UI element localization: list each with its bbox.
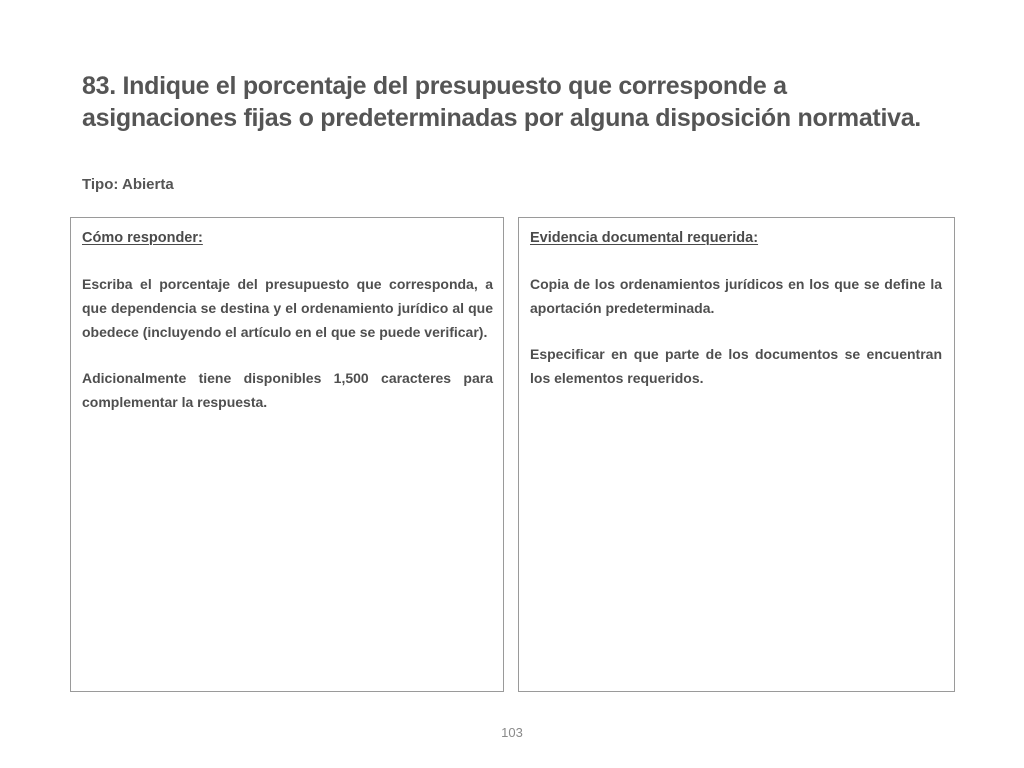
how-to-answer-heading: Cómo responder: bbox=[82, 230, 203, 246]
question-type: Tipo: Abierta bbox=[82, 176, 174, 193]
evidence-paragraph: Copia de los ordenamientos jurídicos en los que se define la aportación predeterminada. bbox=[530, 276, 942, 316]
evidence-paragraph: Especificar en que parte de los documentos se encuentran los elementos requeridos. bbox=[530, 346, 942, 386]
evidence-panel bbox=[518, 217, 955, 692]
how-to-answer-panel bbox=[70, 217, 504, 692]
page-number: 103 bbox=[501, 725, 523, 740]
how-to-answer-paragraph: Adicionalmente tiene disponibles 1,500 caracteres para complementar la respuesta. bbox=[82, 370, 493, 410]
how-to-answer-paragraph: Escriba el porcentaje del presupuesto que corresponda, a que dependencia se destina y el ordenamiento jurídico al que obedece (incluyendo el artículo en el que se puede verificar). bbox=[82, 276, 493, 340]
question-title: 83. Indique el porcentaje del presupuesto que corresponde a asignaciones fijas o predeterminadas por alguna disposición normativa. bbox=[82, 72, 921, 132]
evidence-heading: Evidencia documental requerida: bbox=[530, 230, 759, 246]
